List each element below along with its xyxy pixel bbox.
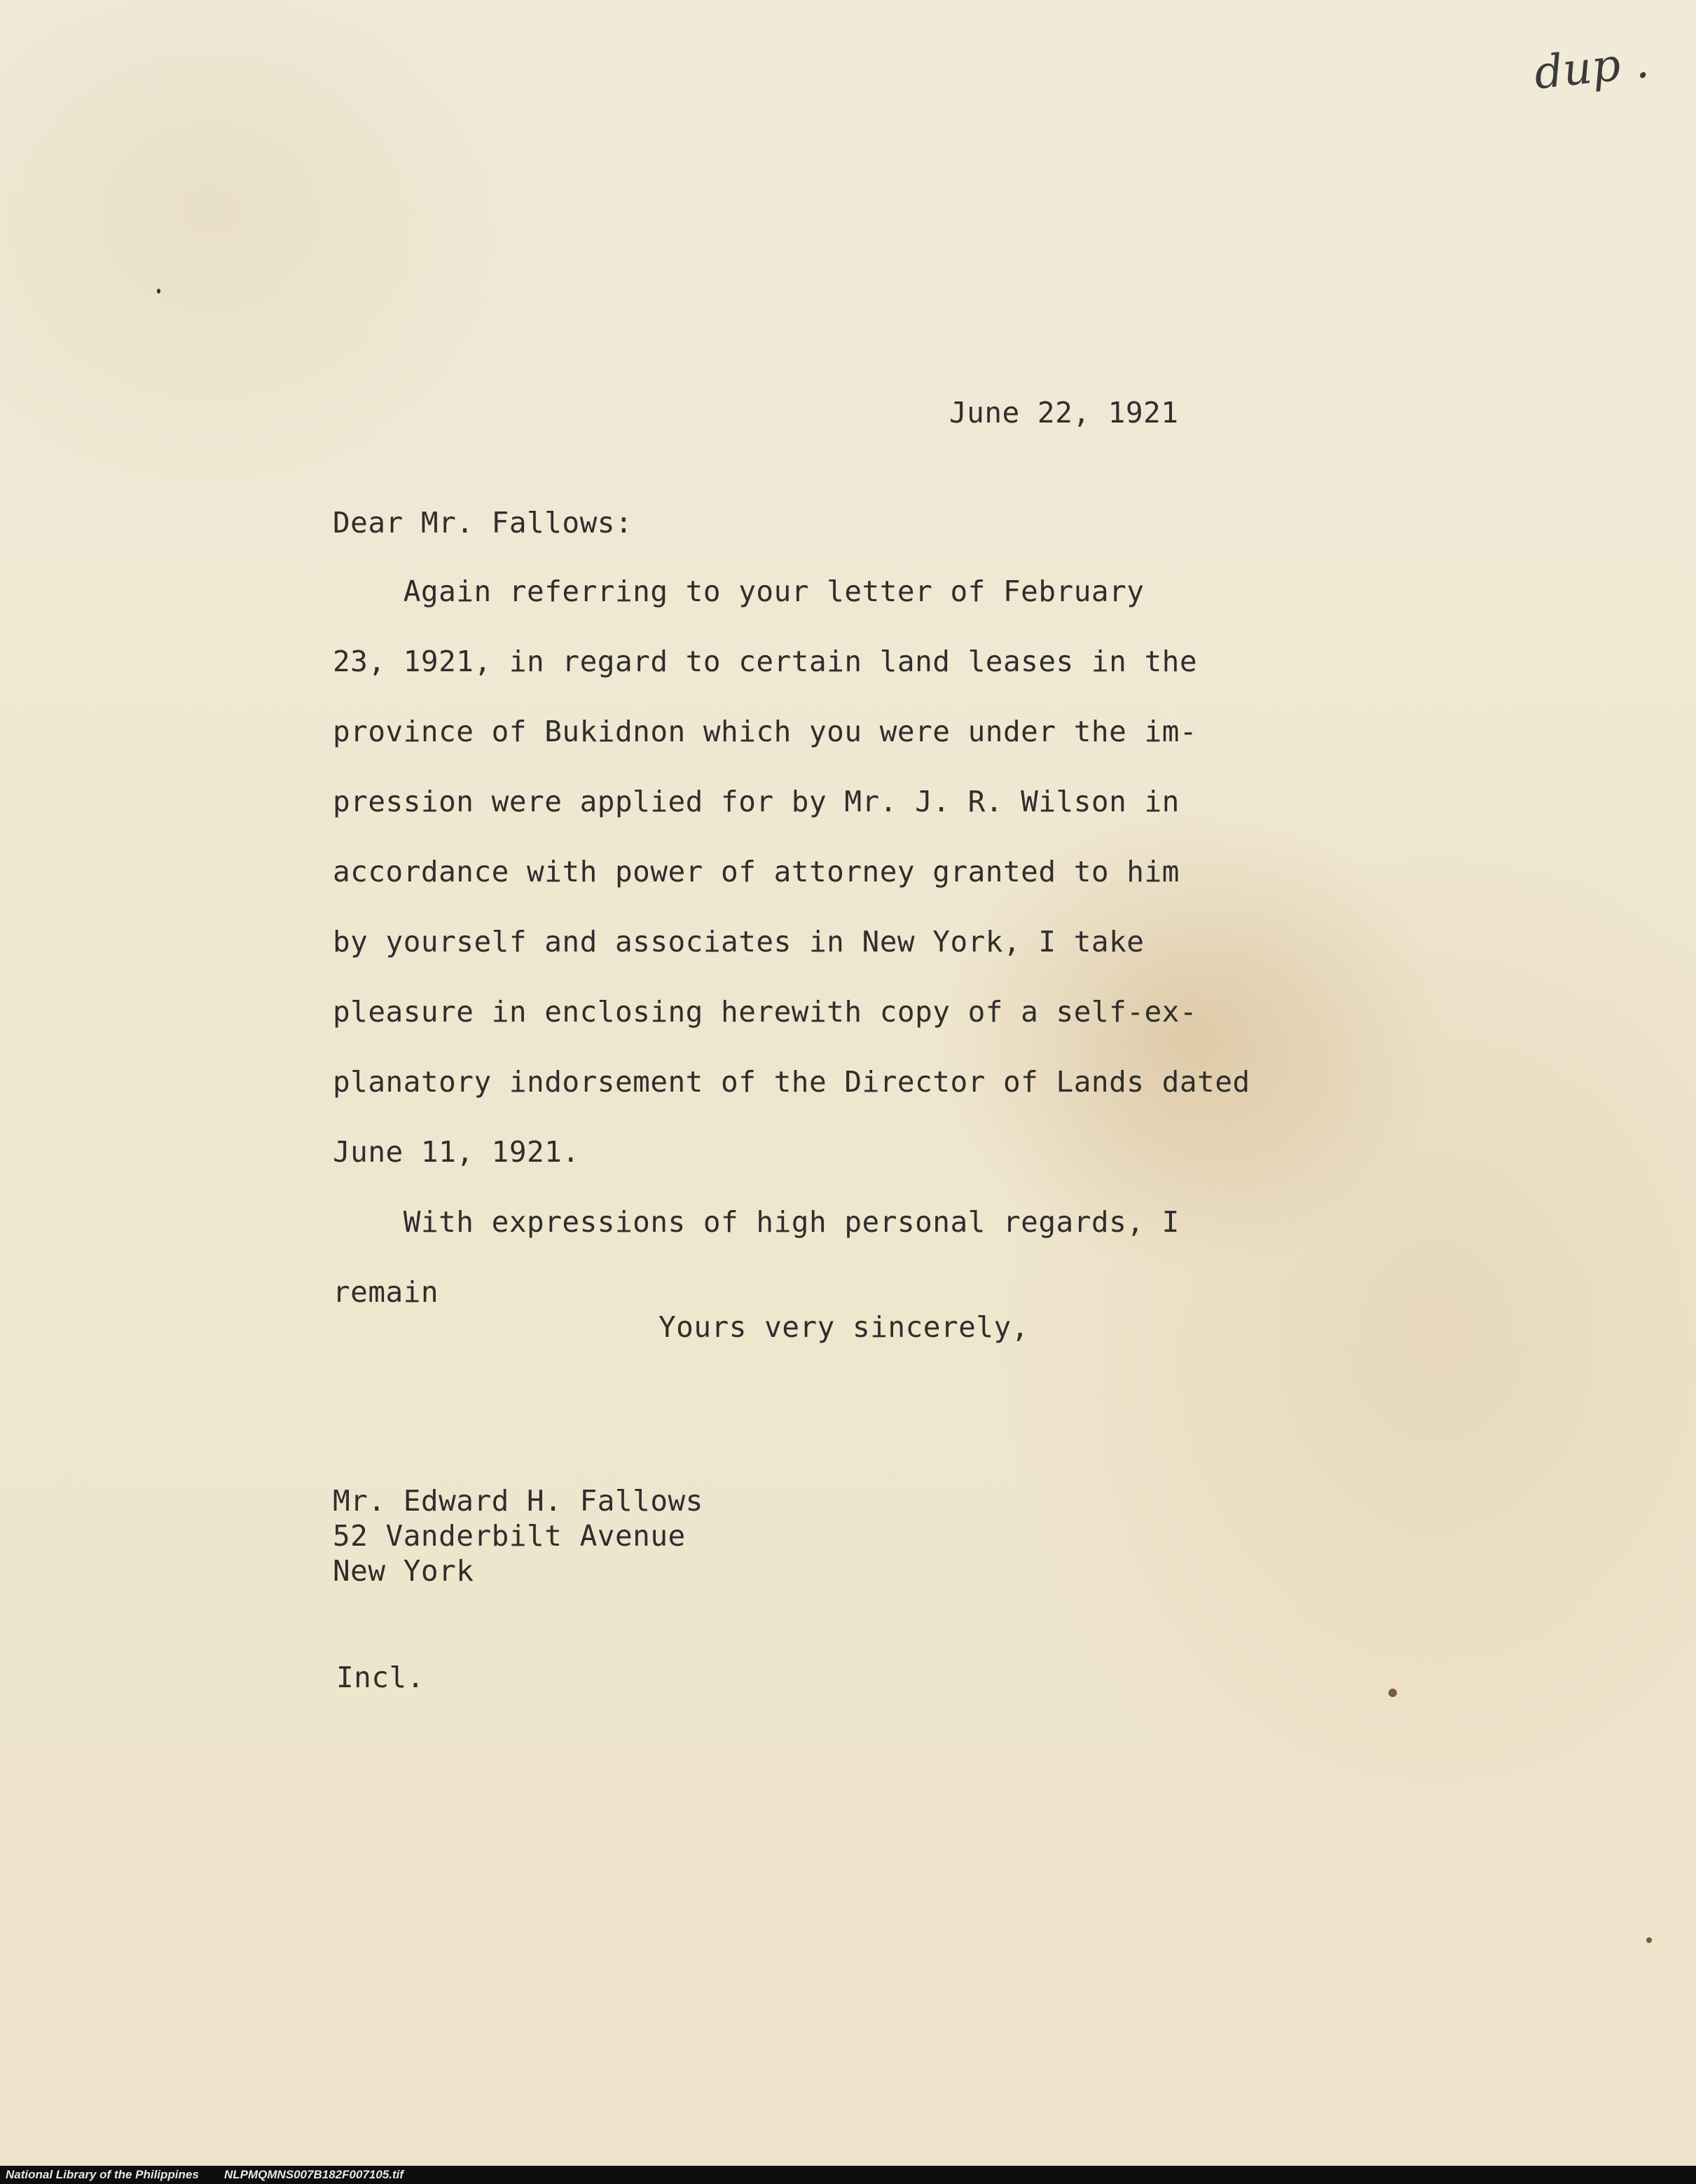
body-line: pleasure in enclosing herewith copy of a self-ex- bbox=[333, 995, 1198, 1029]
body-line: June 11, 1921. bbox=[333, 1135, 580, 1169]
footer-library-name: National Library of the Philippines bbox=[6, 2168, 199, 2181]
body-line: planatory indorsement of the Director of Lands dated bbox=[333, 1065, 1250, 1099]
paper-speck bbox=[157, 289, 160, 294]
letter-date: June 22, 1921 bbox=[949, 396, 1179, 430]
archive-footer-bar bbox=[0, 2166, 1696, 2184]
letter-salutation: Dear Mr. Fallows: bbox=[333, 506, 633, 540]
enclosure-notation: Incl. bbox=[336, 1661, 425, 1694]
paper-speck bbox=[1388, 1689, 1397, 1697]
body-line: With expressions of high personal regards, I bbox=[333, 1205, 1180, 1239]
body-line: accordance with power of attorney granted to him bbox=[333, 855, 1180, 888]
address-line: New York bbox=[333, 1554, 474, 1588]
body-line: 23, 1921, in regard to certain land leases in the bbox=[333, 645, 1198, 678]
body-line: Again referring to your letter of February bbox=[333, 575, 1145, 608]
paper-speck bbox=[1646, 1937, 1652, 1943]
footer-filename: NLPMQMNS007B182F007105.tif bbox=[224, 2168, 404, 2181]
handwritten-annotation: dup . bbox=[1531, 36, 1652, 100]
address-line: 52 Vanderbilt Avenue bbox=[333, 1519, 686, 1553]
body-line: by yourself and associates in New York, I take bbox=[333, 925, 1145, 959]
address-line: Mr. Edward H. Fallows bbox=[333, 1484, 703, 1518]
body-line: province of Bukidnon which you were under the im- bbox=[333, 715, 1198, 748]
body-line: pression were applied for by Mr. J. R. Wilson in bbox=[333, 785, 1180, 818]
letter-closing: Yours very sincerely, bbox=[659, 1310, 1029, 1344]
body-line: remain bbox=[333, 1275, 439, 1309]
